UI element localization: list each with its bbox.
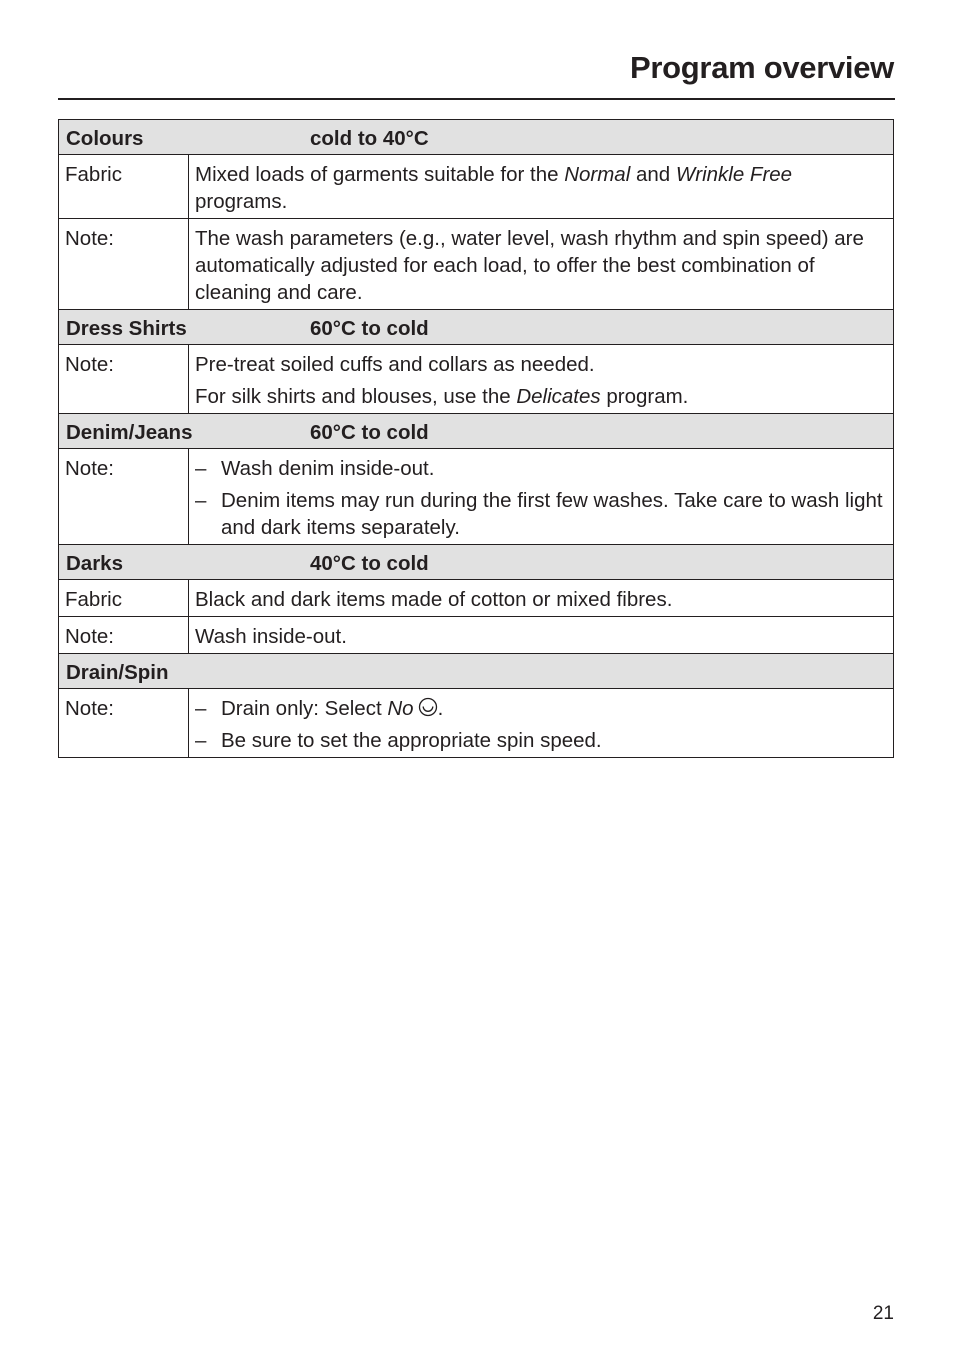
table-row [59, 689, 894, 758]
row-content [189, 155, 894, 219]
page-title: Program overview [630, 50, 894, 85]
row-label: Note: [59, 449, 189, 545]
section-header-colours [59, 120, 894, 155]
bullet-text: Drain only: Select [221, 697, 388, 720]
section-temperature: 40°C to cold [310, 552, 429, 575]
program-name-delicates: Delicates [516, 385, 601, 408]
section-temperature: cold to 40°C [310, 127, 429, 150]
table-row [59, 219, 894, 310]
list-item [195, 695, 887, 722]
spin-icon [418, 697, 438, 717]
page-number: 21 [872, 1303, 894, 1324]
bullet-dash: – [195, 697, 207, 720]
list-item [195, 455, 887, 482]
section-name: Darks [66, 552, 123, 575]
text-line: Pre-treat soiled cuffs and collars as needed. [195, 353, 595, 376]
bullet-text: Be sure to set the appropriate spin speed. [221, 729, 602, 752]
text-segment: and [630, 163, 676, 186]
text-segment: For silk shirts and blouses, use the [195, 385, 517, 408]
section-header-drain-spin [59, 654, 894, 689]
row-label: Fabric [59, 580, 189, 617]
program-name-wrinkle-free: Wrinkle Free [675, 163, 793, 186]
row-label: Note: [59, 345, 189, 414]
row-content [189, 345, 894, 414]
row-content: The wash parameters (e.g., water level, wash rhythm and spin speed) are automatically adjusted for each load, to offer the best combination of cleaning and care. [189, 219, 894, 310]
bullet-list [195, 695, 887, 754]
text-segment: . [437, 697, 444, 720]
row-label: Note: [59, 219, 189, 310]
row-label: Note: [59, 617, 189, 654]
row-content: Wash inside-out. [189, 617, 894, 654]
program-table [58, 119, 894, 758]
row-content [189, 449, 894, 545]
bullet-dash: – [195, 489, 207, 512]
section-temperature: 60°C to cold [310, 421, 429, 444]
bullet-list [195, 455, 887, 541]
section-name: Dress Shirts [66, 317, 187, 340]
list-item [195, 727, 887, 754]
section-header-dress-shirts [59, 310, 894, 345]
table-row [59, 580, 894, 617]
section-temperature: 60°C to cold [310, 317, 429, 340]
section-header-darks [59, 545, 894, 580]
bullet-text: Denim items may run during the first few washes. Take care to wash light and dark items separately. [221, 489, 883, 539]
bullet-text: Wash denim inside-out. [221, 457, 435, 480]
text-segment: Mixed loads of garments suitable for the [195, 163, 565, 186]
title-divider [58, 98, 895, 100]
row-label: Fabric [59, 155, 189, 219]
text-segment: programs. [195, 190, 288, 213]
option-name-no: No [387, 697, 414, 720]
program-name-normal: Normal [564, 163, 631, 186]
section-name: Denim/Jeans [66, 421, 193, 444]
list-item [195, 487, 887, 541]
section-name: Colours [66, 127, 144, 150]
table-row [59, 449, 894, 545]
row-content: Black and dark items made of cotton or mixed fibres. [189, 580, 894, 617]
text-line [195, 383, 887, 410]
row-content [189, 689, 894, 758]
text-segment: program. [600, 385, 689, 408]
table-row [59, 345, 894, 414]
row-label: Note: [59, 689, 189, 758]
bullet-dash: – [195, 729, 207, 752]
section-name: Drain/Spin [66, 661, 169, 684]
table-row [59, 617, 894, 654]
section-header-denim [59, 414, 894, 449]
table-row [59, 155, 894, 219]
bullet-dash: – [195, 457, 207, 480]
